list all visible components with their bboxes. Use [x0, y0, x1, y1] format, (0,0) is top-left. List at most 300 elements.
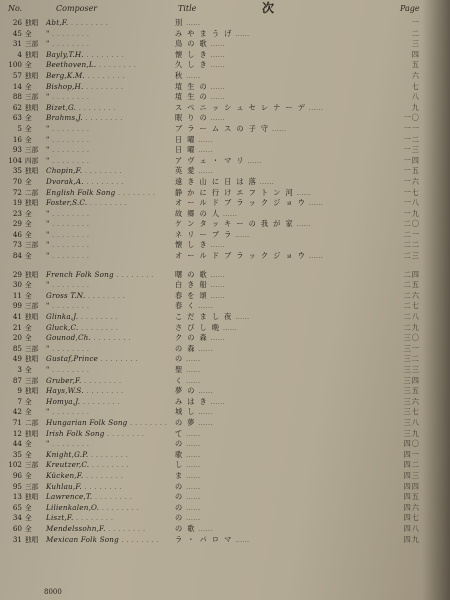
- row-kind: 全: [25, 291, 32, 300]
- row-title: 夢 の ……: [175, 386, 295, 397]
- row-composer: Kücken,F. . . .: [46, 471, 142, 482]
- row-number: 71: [12, 417, 22, 427]
- row-title: の ……: [175, 503, 295, 514]
- row-kind: 全: [25, 230, 32, 239]
- row-title: の ……: [175, 513, 295, 524]
- row-number: 11: [12, 290, 22, 300]
- row-page: 三: [411, 39, 420, 49]
- row-number: 34: [12, 513, 22, 523]
- row-composer: " . . .: [46, 135, 142, 146]
- row-composer: Bizet,G. . . .: [46, 103, 142, 114]
- row-title: の ……: [175, 482, 295, 493]
- table-row: [0, 198, 450, 209]
- row-composer: Homya,J. . . .: [46, 397, 142, 408]
- table-row: [0, 188, 450, 199]
- row-page: 一〇: [403, 113, 420, 123]
- row-title: 懐 し き ……: [175, 50, 295, 61]
- row-page: 二〇: [403, 219, 420, 229]
- row-kind: 三部: [25, 376, 39, 385]
- row-kind: 全: [25, 323, 32, 332]
- row-number: 104: [8, 155, 22, 165]
- row-composer: " . . .: [46, 124, 142, 135]
- row-kind: 全: [25, 281, 32, 290]
- table-row: [0, 354, 450, 365]
- row-number: 14: [12, 81, 22, 91]
- table-row: [0, 397, 450, 408]
- row-title: ス ぺ ニ ッ シ ュ セ レ ナ ー デ ……: [175, 103, 295, 114]
- row-number: 31: [12, 39, 22, 49]
- row-page: 三五: [403, 386, 420, 396]
- row-page: 一六: [403, 176, 420, 186]
- row-kind: 二部: [25, 188, 39, 197]
- row-number: 72: [12, 187, 22, 197]
- row-number: 44: [12, 439, 22, 449]
- row-page: 四九: [403, 534, 420, 544]
- row-kind: 独唱: [25, 535, 39, 544]
- row-composer: " . . .: [46, 209, 142, 220]
- row-number: 100: [8, 60, 22, 70]
- row-title: の 夢 ……: [175, 418, 295, 429]
- row-composer: Gluck,C. . . .: [46, 323, 142, 334]
- row-kind: 独唱: [25, 387, 39, 396]
- row-title: 静 か に 行 け エ フ ト ン 河 ……: [175, 188, 295, 199]
- row-number: 3: [17, 365, 22, 374]
- row-composer: Abt,F. . . .: [46, 18, 142, 29]
- table-row: [0, 251, 450, 262]
- row-kind: 全: [25, 82, 32, 91]
- row-gap: [0, 262, 450, 270]
- row-page: 四〇: [403, 439, 420, 449]
- table-row: [0, 280, 450, 291]
- row-title: 春 く ……: [175, 301, 295, 312]
- table-row: [0, 376, 450, 387]
- row-composer: " . . .: [46, 29, 142, 40]
- row-kind: 全: [25, 397, 32, 406]
- row-number: 35: [12, 166, 22, 176]
- row-title: 遠 き 山 に 日 は 落 ……: [175, 177, 295, 188]
- row-page: 四七: [403, 513, 420, 523]
- row-title: 城 し ……: [175, 407, 295, 418]
- row-page: 四三: [403, 470, 420, 480]
- row-composer: Hays,W.S. . . .: [46, 386, 142, 397]
- row-number: 20: [12, 333, 22, 343]
- table-row: [0, 177, 450, 188]
- row-composer: Liszt,F. . . .: [46, 513, 142, 524]
- row-composer: Mexican Folk Song . . .: [46, 535, 142, 546]
- row-page: 二四: [403, 269, 420, 279]
- row-kind: 全: [25, 450, 32, 459]
- row-kind: 全: [25, 124, 32, 133]
- row-title: て ……: [175, 429, 295, 440]
- table-row: [0, 209, 450, 220]
- row-number: 70: [12, 176, 22, 186]
- header-kanji: 次: [262, 1, 275, 15]
- row-composer: Lilienkalen,O. . . .: [46, 503, 142, 514]
- row-composer: " . . .: [46, 407, 142, 418]
- row-title: オ ー ル ド ブ ラ ッ ク ジ ョ ウ ……: [175, 251, 295, 262]
- row-composer: Lawrence,T. . . .: [46, 492, 142, 503]
- row-page: 二五: [403, 280, 420, 290]
- table-row: [0, 103, 450, 114]
- row-page: 四八: [403, 523, 420, 533]
- header-no: No.: [8, 4, 23, 13]
- row-kind: 全: [25, 503, 32, 512]
- table-row: [0, 503, 450, 514]
- row-page: 三七: [403, 407, 420, 417]
- row-title: く ……: [175, 376, 295, 387]
- row-number: 49: [12, 354, 22, 364]
- row-number: 46: [12, 229, 22, 239]
- row-number: 21: [12, 322, 22, 332]
- row-composer: " . . .: [46, 280, 142, 291]
- row-page: 一四: [403, 155, 420, 165]
- table-row: [0, 471, 450, 482]
- row-kind: 全: [25, 334, 32, 343]
- row-number: 12: [12, 428, 22, 438]
- row-kind: 三部: [25, 461, 39, 470]
- row-number: 93: [12, 145, 22, 155]
- table-row: [0, 39, 450, 50]
- row-kind: 四部: [25, 156, 39, 165]
- row-kind: 三部: [25, 40, 39, 49]
- row-title: の ……: [175, 492, 295, 503]
- row-composer: Bishop,H. . . .: [46, 82, 142, 93]
- row-composer: " . . .: [46, 145, 142, 156]
- row-composer: Hungarian Folk Song . . .: [46, 418, 142, 429]
- table-row: [0, 135, 450, 146]
- row-kind: 全: [25, 524, 32, 533]
- row-composer: Glinka,J. . . .: [46, 312, 142, 323]
- row-number: 16: [12, 134, 22, 144]
- row-title: 久 し き ……: [175, 60, 295, 71]
- table-row: [0, 50, 450, 61]
- table-row: [0, 145, 450, 156]
- row-title: 春 を 頌 ……: [175, 291, 295, 302]
- header-page: Page: [400, 4, 420, 13]
- row-kind: 三部: [25, 146, 39, 155]
- row-kind: 全: [25, 209, 32, 218]
- row-title: 日 曜 ……: [175, 145, 295, 156]
- row-composer: French Folk Song . . .: [46, 270, 142, 281]
- row-composer: " . . .: [46, 301, 142, 312]
- row-composer: " . . .: [46, 230, 142, 241]
- row-page: 一三: [403, 145, 420, 155]
- row-composer: English Folk Song . . .: [46, 188, 142, 199]
- row-page: 五: [411, 60, 420, 70]
- row-page: 二: [411, 28, 420, 38]
- table-row: [0, 365, 450, 376]
- row-number: 102: [8, 460, 22, 470]
- row-title: の ……: [175, 354, 295, 365]
- row-page: 三四: [403, 375, 420, 385]
- row-kind: 全: [25, 440, 32, 449]
- row-page: 一七: [403, 187, 420, 197]
- row-title: 曙 の 歌 ……: [175, 270, 295, 281]
- table-row: [0, 535, 450, 546]
- table-row: [0, 524, 450, 535]
- table-row: [0, 71, 450, 82]
- row-title: み や ま う げ ……: [175, 29, 295, 40]
- table-row: [0, 92, 450, 103]
- row-page: 四五: [403, 492, 420, 502]
- row-composer: Brahms,J. . . .: [46, 113, 142, 124]
- row-kind: 全: [25, 61, 32, 70]
- table-row: [0, 301, 450, 312]
- row-page: 二二: [403, 240, 420, 250]
- row-kind: 三部: [25, 344, 39, 353]
- row-kind: 独唱: [25, 355, 39, 364]
- row-page: 二六: [403, 290, 420, 300]
- row-page: 八: [411, 92, 420, 102]
- page-footer: 8000: [44, 588, 62, 596]
- row-composer: " . . .: [46, 92, 142, 103]
- row-number: 42: [12, 407, 22, 417]
- row-number: 95: [12, 481, 22, 491]
- row-number: 45: [12, 28, 22, 38]
- row-title: 別 ……: [175, 18, 295, 29]
- row-page: 九: [411, 102, 420, 112]
- row-kind: 独唱: [25, 270, 39, 279]
- row-number: 23: [12, 208, 22, 218]
- row-kind: 三部: [25, 302, 39, 311]
- table-row: [0, 270, 450, 281]
- row-title: さ び し 晩 ……: [175, 323, 295, 334]
- row-page: 一八: [403, 198, 420, 208]
- table-row: [0, 60, 450, 71]
- row-number: 7: [17, 396, 22, 406]
- row-title: 秋 ……: [175, 71, 295, 82]
- row-kind: 全: [25, 366, 32, 374]
- row-composer: Chopin,F. . . .: [46, 166, 142, 177]
- row-page: 三八: [403, 417, 420, 427]
- row-page: 二七: [403, 301, 420, 311]
- row-kind: 独唱: [25, 19, 39, 27]
- row-title: 歌 ……: [175, 450, 295, 461]
- row-kind: 三部: [25, 482, 39, 491]
- row-number: 63: [12, 113, 22, 123]
- row-title: ラ ・ パ ロ マ ……: [175, 535, 295, 546]
- table-row: [0, 18, 450, 29]
- row-number: 85: [12, 343, 22, 353]
- table-row: [0, 156, 450, 167]
- table-row: [0, 344, 450, 355]
- row-number: 29: [12, 269, 22, 279]
- row-title: し ……: [175, 460, 295, 471]
- row-composer: " . . .: [46, 344, 142, 355]
- row-page: 七: [411, 81, 420, 91]
- row-page: 三六: [403, 396, 420, 406]
- table-row: [0, 291, 450, 302]
- table-row: [0, 124, 450, 135]
- table-row: [0, 166, 450, 177]
- row-title: の 森 ……: [175, 344, 295, 355]
- row-title: 白 き 船 ……: [175, 280, 295, 291]
- row-kind: 全: [25, 471, 32, 480]
- row-number: 87: [12, 375, 22, 385]
- row-kind: 全: [25, 177, 32, 186]
- row-number: 88: [12, 92, 22, 102]
- row-number: 35: [12, 449, 22, 459]
- row-page: 三九: [403, 428, 420, 438]
- row-kind: 全: [25, 220, 32, 229]
- row-title: オ ー ル ド ブ ラ ッ ク ジ ョ ウ ……: [175, 198, 295, 209]
- row-number: 99: [12, 301, 22, 311]
- row-kind: 独唱: [25, 71, 39, 80]
- table-row: [0, 82, 450, 93]
- row-title: 英 愛 ……: [175, 166, 295, 177]
- header-title: Title: [178, 4, 197, 13]
- row-composer: Bayly,T.H. . . .: [46, 50, 142, 61]
- row-title: み は き ……: [175, 397, 295, 408]
- row-composer: Dvorak,A. . . .: [46, 177, 142, 188]
- row-composer: Knight,G.P. . . .: [46, 450, 142, 461]
- row-title: ケ ン タ ッ キ ー の 我 が 家 ……: [175, 219, 295, 230]
- row-kind: 全: [25, 135, 32, 144]
- row-kind: 三部: [25, 241, 39, 250]
- row-title: ブ ラ ー ム ス の 子 守 ……: [175, 124, 295, 135]
- row-kind: 独唱: [25, 313, 39, 322]
- row-kind: 独唱: [25, 50, 39, 59]
- row-number: 29: [12, 219, 22, 229]
- row-kind: 独唱: [25, 493, 39, 502]
- row-page: 四: [411, 49, 420, 59]
- row-title: ネ リ ー ブ ラ ……: [175, 230, 295, 241]
- row-composer: " . . .: [46, 156, 142, 167]
- table-row: [0, 439, 450, 450]
- row-number: 73: [12, 240, 22, 250]
- table-row: [0, 513, 450, 524]
- row-page: 四六: [403, 502, 420, 512]
- row-number: 60: [12, 523, 22, 533]
- table-row: [0, 482, 450, 493]
- row-number: 5: [17, 123, 22, 133]
- row-page: 一一: [403, 123, 420, 133]
- row-page: 一: [411, 18, 420, 27]
- row-page: 二一: [403, 229, 420, 239]
- row-title: 鳥 の 歌 ……: [175, 39, 295, 50]
- row-title: 故 郷 の 人 ……: [175, 209, 295, 220]
- row-number: 62: [12, 102, 22, 112]
- row-page: 四四: [403, 481, 420, 491]
- row-number: 65: [12, 502, 22, 512]
- row-kind: 全: [25, 114, 32, 123]
- row-title: 日 曜 ……: [175, 135, 295, 146]
- row-number: 19: [12, 198, 22, 208]
- row-kind: 二部: [25, 418, 39, 427]
- row-composer: " . . .: [46, 365, 142, 376]
- row-page: 三三: [403, 365, 420, 374]
- header-composer: Composer: [56, 4, 98, 13]
- row-composer: Gustaf,Prince . . .: [46, 354, 142, 365]
- row-composer: Irish Folk Song . . .: [46, 429, 142, 440]
- row-number: 9: [17, 386, 22, 396]
- row-title: の 歌 ……: [175, 524, 295, 535]
- table-row: [0, 418, 450, 429]
- row-page: 一九: [403, 208, 420, 218]
- row-page: 六: [411, 70, 420, 80]
- row-composer: " . . .: [46, 240, 142, 251]
- table-row: [0, 386, 450, 397]
- row-title: 眠 り の ……: [175, 113, 295, 124]
- row-composer: " . . .: [46, 251, 142, 262]
- row-kind: 三部: [25, 93, 39, 102]
- row-title: 聖 ……: [175, 365, 295, 376]
- row-title: ア ヴ ェ ・ マ リ ……: [175, 156, 295, 167]
- row-title: ま ……: [175, 471, 295, 482]
- row-page: 一五: [403, 166, 420, 176]
- row-title: 懐 し き ……: [175, 240, 295, 251]
- row-kind: 独唱: [25, 199, 39, 208]
- row-title: 埴 生 の ……: [175, 82, 295, 93]
- row-kind: 全: [25, 252, 32, 261]
- row-number: 31: [12, 534, 22, 544]
- row-composer: Kuhlau,F. . . .: [46, 482, 142, 493]
- row-page: 二三: [403, 251, 420, 261]
- row-composer: Berg,K.M. . . .: [46, 71, 142, 82]
- row-composer: Gounod,Ch. . . .: [46, 333, 142, 344]
- row-page: 三二: [403, 354, 420, 364]
- row-page: 三一: [403, 343, 420, 353]
- row-kind: 独唱: [25, 103, 39, 112]
- row-page: 一二: [403, 134, 420, 144]
- table-row: [0, 240, 450, 251]
- table-row: [0, 450, 450, 461]
- row-kind: 独唱: [25, 429, 39, 438]
- row-number: 4: [17, 49, 22, 59]
- row-title: こ だ ま し 夜 ……: [175, 312, 295, 323]
- table-row: [0, 113, 450, 124]
- row-composer: Beethoven,L. . . .: [46, 60, 142, 71]
- row-kind: 全: [25, 408, 32, 417]
- row-number: 84: [12, 251, 22, 261]
- row-number: 57: [12, 70, 22, 80]
- contents-list: [0, 18, 450, 545]
- row-number: 96: [12, 470, 22, 480]
- row-kind: 全: [25, 514, 32, 523]
- row-title: 埴 生 の ……: [175, 92, 295, 103]
- table-row: [0, 333, 450, 344]
- row-page: 二九: [403, 322, 420, 332]
- row-kind: 全: [25, 29, 32, 38]
- row-number: 13: [12, 492, 22, 502]
- row-kind: 独唱: [25, 167, 39, 176]
- row-title: の ……: [175, 439, 295, 450]
- table-row: [0, 230, 450, 241]
- row-composer: " . . .: [46, 39, 142, 50]
- row-composer: Gruber,F. . . .: [46, 376, 142, 387]
- table-row: [0, 312, 450, 323]
- table-row: [0, 492, 450, 503]
- table-row: [0, 219, 450, 230]
- row-number: 30: [12, 280, 22, 290]
- row-composer: Kreutzer,C. . . .: [46, 460, 142, 471]
- row-composer: " . . .: [46, 439, 142, 450]
- row-composer: " . . .: [46, 219, 142, 230]
- table-row: [0, 407, 450, 418]
- row-page: 四二: [403, 460, 420, 470]
- page-edge-shadow: [422, 0, 450, 600]
- row-composer: Foster,S.C. . . .: [46, 198, 142, 209]
- table-row: [0, 460, 450, 471]
- row-title: ク の 森 ……: [175, 333, 295, 344]
- table-row: [0, 323, 450, 334]
- row-composer: Mendelssohn,F. . . .: [46, 524, 142, 535]
- row-page: 三〇: [403, 333, 420, 343]
- row-number: 41: [12, 312, 22, 322]
- row-composer: Gross T.N. . . .: [46, 291, 142, 302]
- table-row: [0, 429, 450, 440]
- table-row: [0, 29, 450, 40]
